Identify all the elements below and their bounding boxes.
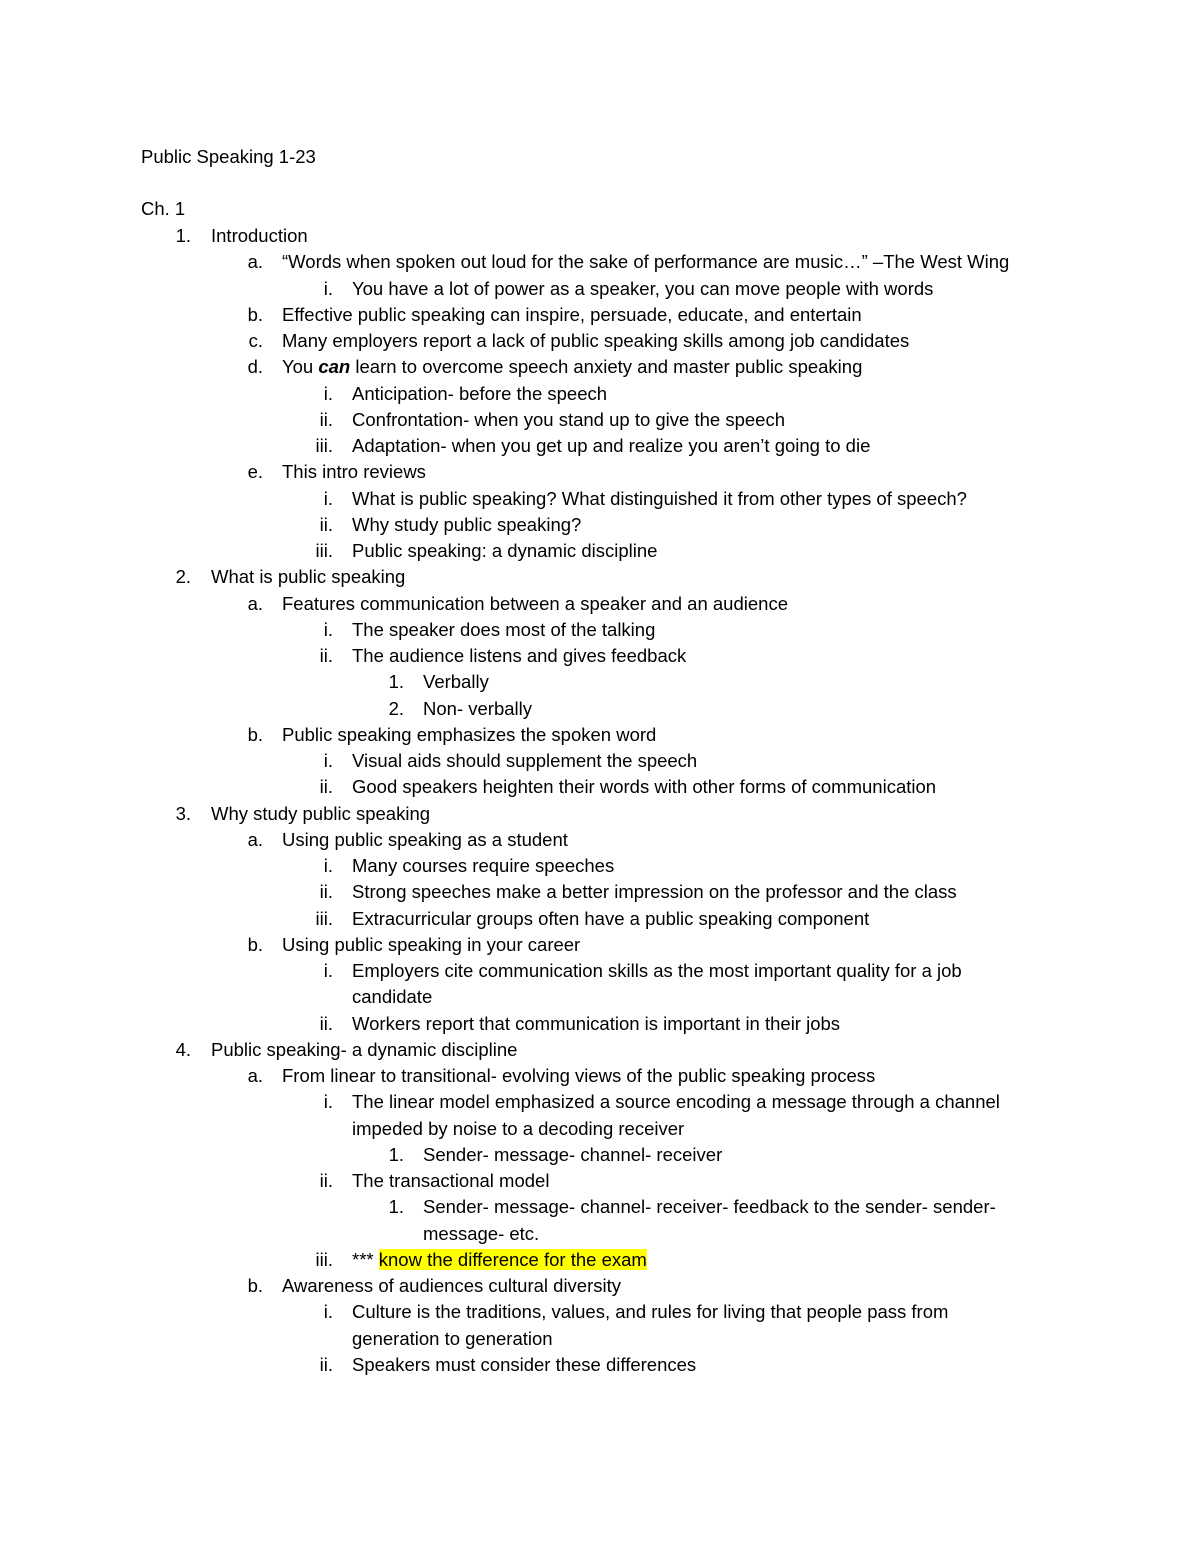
outline-item-text: candidate [352,986,433,1008]
list-marker: i. [323,1301,333,1323]
outline-item-text: You have a lot of power as a speaker, you can move people with words [352,277,934,299]
outline-item [0,354,1200,380]
outline-item-text: The transactional model [352,1170,550,1191]
outline-item-text: Public speaking- a dynamic discipline [211,1038,518,1060]
outline-item-text: Extracurricular groups often have a public speaking component [352,907,870,929]
outline-item [0,1037,1200,1063]
outline-item-text: *** know the difference for the exam [352,1248,647,1270]
outline-item-text: Effective public speaking can inspire, persuade, educate, and entertain [282,303,862,325]
list-marker: 3. [175,802,191,824]
outline-item-text: Sender- message- channel- receiver- feedback to the sender- sender- [423,1196,996,1218]
list-marker: a. [247,251,263,273]
list-marker: iii. [315,435,333,456]
list-marker: i. [323,382,333,404]
outline-item [0,381,1200,407]
list-marker: d. [247,356,263,378]
outline-item-text: Employers cite communication skills as the most important quality for a job [352,960,962,981]
outline-item [0,512,1200,538]
outline-item [0,958,1200,984]
outline-item-text: Introduction [211,225,308,246]
outline-item [0,801,1200,827]
list-marker: 1. [175,225,191,246]
outline-item [0,1089,1200,1115]
outline-item-text: Using public speaking as a student [282,828,568,850]
outline-item-text: Good speakers heighten their words with other forms of communication [352,776,937,798]
outline-item [0,459,1200,485]
outline-item [0,1194,1200,1220]
list-marker: a. [247,1065,263,1086]
outline-item-text: This intro reviews [282,461,426,483]
outline-item-text: The speaker does most of the talking [352,618,656,640]
outline-item-continuation [0,1221,1200,1247]
emphasized-word: can [318,356,351,378]
list-marker: 1. [388,1143,404,1165]
outline-item [0,1299,1200,1325]
outline-item [0,906,1200,932]
outline-item [0,1273,1200,1299]
outline-item [0,643,1200,669]
outline-item-text: message- etc. [423,1222,540,1244]
list-marker: ii. [319,513,333,535]
outline-item-text: Confrontation- when you stand up to give the speech [352,408,785,430]
list-marker: i. [323,960,333,981]
list-marker: e. [247,461,263,483]
outline-item [0,1247,1200,1273]
outline-item-text: Workers report that communication is important in their jobs [352,1012,841,1034]
outline-item [0,1168,1200,1194]
outline-item [0,1063,1200,1089]
outline-item-text: The linear model emphasized a source encoding a message through a channel [352,1091,1000,1113]
outline-item-text: Anticipation- before the speech [352,382,608,404]
list-marker: iii. [315,1248,333,1270]
outline-item-text: Public speaking emphasizes the spoken word [282,723,657,745]
list-marker: a. [247,592,263,614]
outline-item [0,879,1200,905]
outline-item [0,564,1200,590]
outline-item-text: Sender- message- channel- receiver [423,1143,723,1165]
outline-item [0,591,1200,617]
list-marker: i. [323,487,333,509]
list-marker: 1. [388,1196,404,1218]
outline-item-text: From linear to transitional- evolving views of the public speaking process [282,1065,876,1086]
list-marker: b. [247,933,263,955]
outline-item-text: Awareness of audiences cultural diversity [282,1275,621,1296]
list-marker: i. [323,1091,333,1113]
document-title: Public Speaking 1-23 [141,146,316,167]
outline-item [0,433,1200,459]
list-marker: i. [323,618,333,640]
outline-item-text: Adaptation- when you get up and realize you aren’t going to die [352,435,871,456]
outline-item [0,407,1200,433]
outline-item-continuation [0,984,1200,1010]
outline-item [0,328,1200,354]
list-marker: i. [323,750,333,771]
list-marker: 1. [388,671,404,693]
outline-item-text: The audience listens and gives feedback [352,645,687,666]
outline-item [0,486,1200,512]
outline-item-text: What is public speaking [211,566,406,588]
outline-item [0,249,1200,275]
list-marker: ii. [319,1170,333,1191]
outline-item-text: Visual aids should supplement the speech [352,750,698,771]
list-marker: 2. [388,697,404,719]
outline-item-text: Speakers must consider these differences [352,1353,697,1375]
outline-item-text: Verbally [423,671,489,693]
outline-item-text: Public speaking: a dynamic discipline [352,540,658,561]
outline-item-text: Many employers report a lack of public speaking skills among job candidates [282,330,910,351]
outline-item-text: generation to generation [352,1327,553,1349]
outline-item-text: Non- verbally [423,697,532,719]
outline-item [0,276,1200,302]
list-marker: ii. [319,1012,333,1034]
list-marker: b. [247,1275,263,1296]
outline-item-text: Why study public speaking [211,802,431,824]
outline-item [0,1142,1200,1168]
chapter-heading: Ch. 1 [141,198,186,219]
outline-item [0,932,1200,958]
outline-list [0,223,1200,1378]
list-marker: iii. [315,540,333,561]
list-marker: i. [323,277,333,299]
outline-item [0,827,1200,853]
outline-item [0,669,1200,695]
list-marker: ii. [319,881,333,903]
list-marker: b. [247,723,263,745]
outline-item [0,1011,1200,1037]
list-marker: b. [247,303,263,325]
list-marker: ii. [319,645,333,666]
outline-item-continuation [0,1326,1200,1352]
outline-item-continuation [0,1116,1200,1142]
list-marker: ii. [319,1353,333,1375]
outline-item-text: Strong speeches make a better impression on the professor and the class [352,881,957,903]
outline-item-text: Why study public speaking? [352,513,582,535]
outline-item-text: “Words when spoken out loud for the sake of performance are music…” –The West Wing [282,251,1010,273]
outline-item [0,696,1200,722]
list-marker: ii. [319,776,333,798]
outline-item [0,223,1200,249]
outline-item [0,748,1200,774]
outline-item-text: Many courses require speeches [352,855,615,876]
list-marker: iii. [315,907,333,929]
outline-item-text: Culture is the traditions, values, and rules for living that people pass from [352,1301,949,1323]
list-marker: ii. [319,408,333,430]
outline-item [0,853,1200,879]
outline-item-text: Features communication between a speaker and an audience [282,592,788,614]
outline-item-text: impeded by noise to a decoding receiver [352,1117,685,1139]
list-marker: a. [247,828,263,850]
list-marker: 2. [175,566,191,588]
list-marker: i. [323,855,333,876]
outline-item [0,774,1200,800]
outline-item-text: You can learn to overcome speech anxiety and master public speaking [282,356,863,378]
outline-item [0,617,1200,643]
list-marker: 4. [175,1038,191,1060]
outline-item-text: Using public speaking in your career [282,933,581,955]
outline-item-text: What is public speaking? What distinguished it from other types of speech? [352,487,967,509]
outline-item [0,302,1200,328]
outline-item [0,538,1200,564]
highlighted-text: know the difference for the exam [378,1248,647,1270]
list-marker: c. [248,330,263,351]
outline-item [0,1352,1200,1378]
outline-item [0,722,1200,748]
